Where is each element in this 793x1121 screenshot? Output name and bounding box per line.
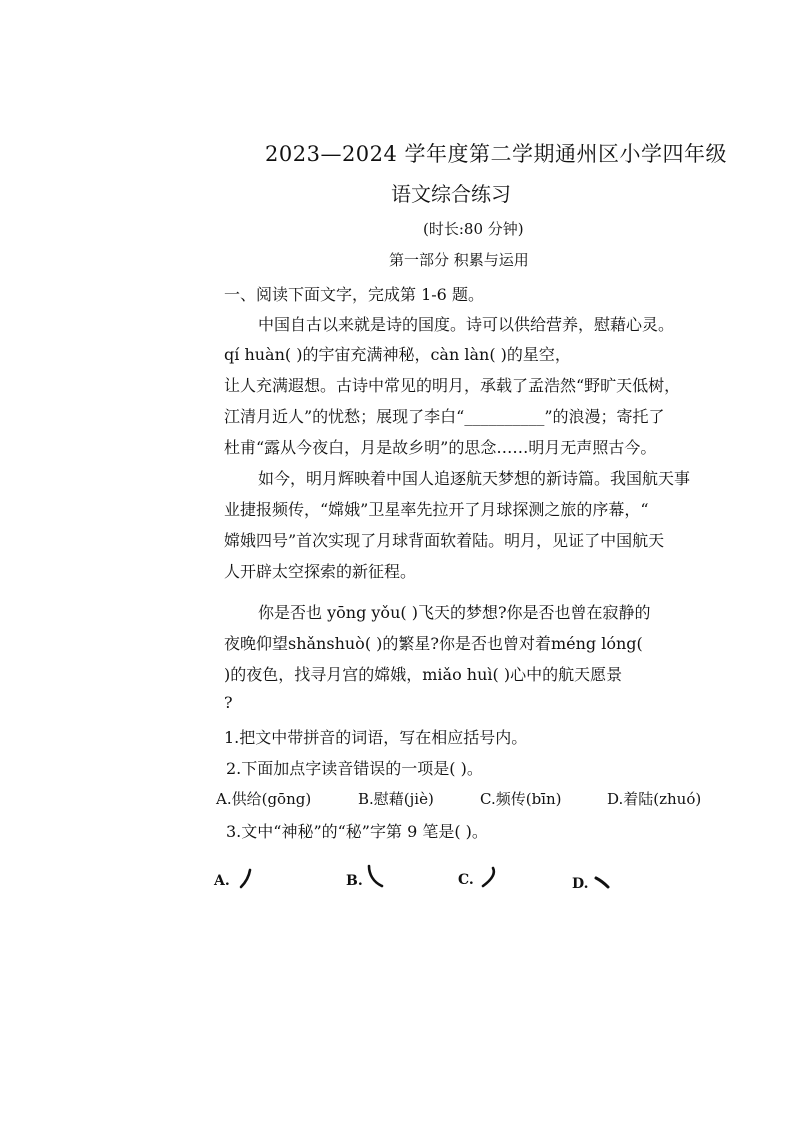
passage-line: 人开辟太空探索的新征程。 — [224, 562, 417, 581]
section-heading: 一、阅读下面文字，完成第 1-6 题。 — [224, 285, 484, 304]
passage-line: 夜晚仰望shǎnshuò( )的繁星?你是否也曾对着méng lóng( — [224, 634, 643, 653]
q2-option-b: B.慰藉(jiè) — [358, 790, 434, 808]
wogou-stroke-icon — [366, 864, 386, 890]
q2-option-c: C.频传(bīn) — [480, 790, 562, 808]
question-2: 2.下面加点字读音错误的一项是( )。 — [226, 759, 483, 778]
passage-line: 江清月近人”的忧愁；展现了李白“__________”的浪漫；寄托了 — [224, 407, 665, 426]
question-3: 3.文中“神秘”的“秘”字第 9 笔是( )。 — [226, 822, 488, 841]
passage-line: 你是否也 yōng yǒu( )飞天的梦想?你是否也曾在寂静的 — [258, 603, 651, 622]
pie-stroke-icon — [238, 868, 254, 890]
passage-line: 杜甫“露从今夜白，月是故乡明”的思念……明月无声照古今。 — [224, 438, 657, 457]
question-1: 1.把文中带拼音的词语，写在相应括号内。 — [224, 728, 528, 747]
dian-stroke-icon — [594, 876, 612, 890]
curved-pie-stroke-icon — [480, 866, 500, 890]
exam-title: 2023—2024 学年度第二学期通州区小学四年级 — [265, 142, 728, 166]
passage-line: 让人充满遐想。古诗中常见的明月，承载了孟浩然“野旷天低树， — [224, 376, 681, 395]
passage-line: 业捷报频传，“嫦娥”卫星率先拉开了月球探测之旅的序幕，“ — [224, 500, 649, 519]
q3-option-d-label: D. — [572, 876, 589, 892]
q3-option-b-label: B. — [346, 873, 363, 889]
passage-line: )的夜色，找寻月宫的嫦娥，miǎo huì( )心中的航天愿景 — [224, 665, 623, 684]
part-heading: 第一部分 积累与运用 — [389, 251, 529, 269]
passage-line: qí huàn( )的宇宙充满神秘，càn làn( )的星空， — [224, 345, 571, 364]
exam-subtitle: 语文综合练习 — [391, 182, 511, 206]
passage-line: 中国自古以来就是诗的国度。诗可以供给营养，慰藉心灵。 — [258, 315, 675, 334]
exam-duration: (时长:80 分钟) — [423, 220, 524, 238]
q3-option-c-label: C. — [458, 872, 474, 888]
q2-option-d: D.着陆(zhuó) — [607, 790, 702, 808]
q3-option-a-label: A. — [214, 873, 230, 889]
passage-line: 嫦娥四号”首次实现了月球背面软着陆。明月，见证了中国航天 — [224, 531, 665, 550]
passage-line: 如今，明月辉映着中国人追逐航天梦想的新诗篇。我国航天事 — [258, 469, 691, 488]
passage-line: ? — [224, 693, 233, 712]
q2-option-a: A.供给(gōng) — [216, 790, 312, 808]
